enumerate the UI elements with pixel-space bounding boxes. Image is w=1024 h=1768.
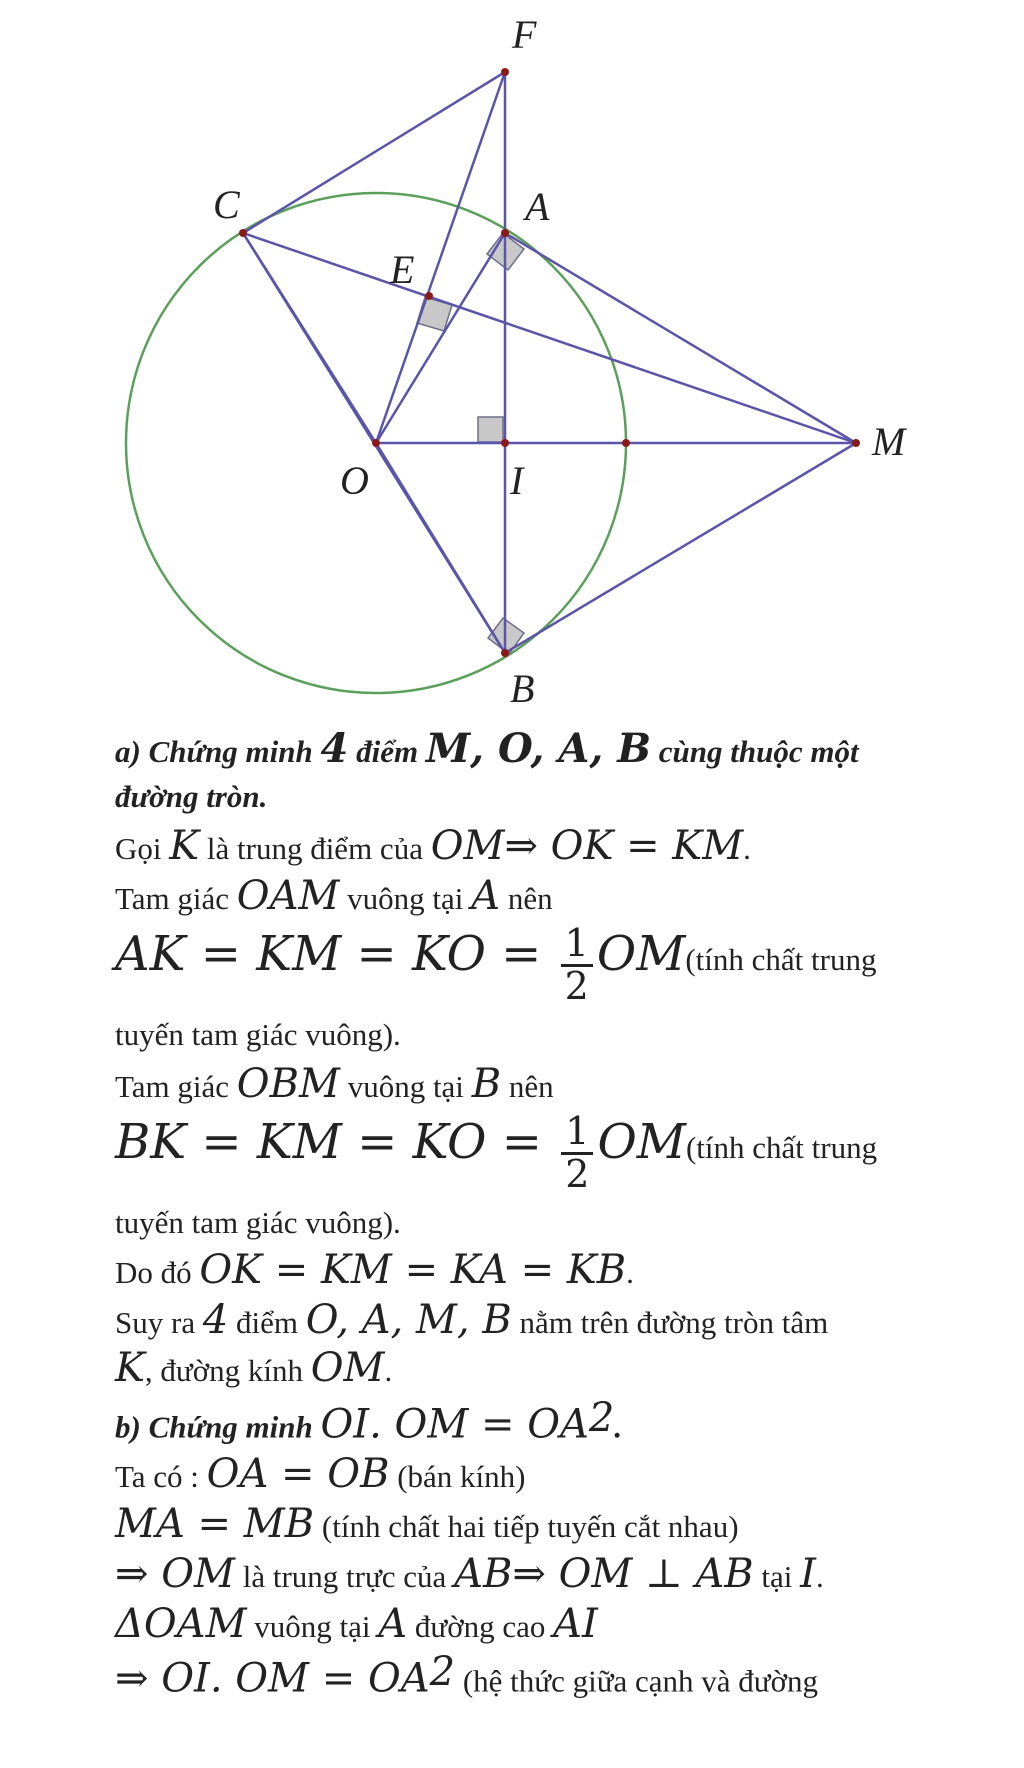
text: (tính chất trung: [685, 941, 877, 977]
math: B: [471, 1060, 502, 1107]
line-4: [115, 1016, 995, 1052]
math: OM⇒ OK = KM: [430, 823, 744, 869]
text: b) Chứng minh: [115, 1408, 321, 1444]
label-c: C: [213, 182, 240, 227]
math: ⇒ OM: [115, 1550, 235, 1597]
math: BK = KM = KO =: [115, 1113, 558, 1170]
part-a-title: [115, 725, 995, 772]
line-1: [115, 823, 995, 869]
label-f: F: [512, 12, 537, 57]
math: AB⇒ OM ⊥ AB: [454, 1550, 754, 1597]
part-b-title: [115, 1394, 995, 1447]
text: Tam giác: [115, 881, 237, 916]
text: Gọi: [115, 831, 170, 866]
part-a-title-cont: [115, 781, 995, 812]
line-bm: [505, 443, 856, 653]
math: ΔOAM: [115, 1600, 247, 1647]
text: .: [384, 1352, 393, 1388]
line-6: [115, 1108, 995, 1196]
solution-text: [115, 715, 995, 1702]
math: 4: [202, 1296, 229, 1343]
label-a: A: [525, 184, 550, 229]
math: K: [115, 1344, 145, 1391]
text: là trung trực của: [234, 1558, 455, 1594]
math: 4: [320, 725, 349, 772]
line-5: [115, 1060, 995, 1107]
text: a) Chứng minh: [115, 734, 321, 769]
line-8: [115, 1246, 995, 1293]
point-e: [425, 292, 433, 300]
math: A: [471, 873, 501, 919]
superscript: 2: [429, 1648, 456, 1695]
numerator: 1: [561, 924, 593, 967]
math: AK = KM = KO =: [115, 925, 557, 982]
math: OM: [310, 1344, 385, 1391]
line-3: [115, 921, 995, 1008]
point-c: [239, 229, 247, 237]
numerator: 1: [561, 1112, 593, 1155]
line-am: [505, 233, 856, 443]
fraction: [561, 1108, 593, 1196]
math: O, A, M, B: [305, 1296, 512, 1343]
point-a: [501, 229, 509, 237]
text: nên: [501, 1068, 554, 1104]
text: vuông tại: [339, 1068, 472, 1104]
text: .: [626, 1254, 634, 1290]
label-b: B: [510, 666, 535, 711]
point-k: [622, 439, 630, 447]
line-9: [115, 1296, 995, 1343]
math: OI. OM = OA: [320, 1400, 589, 1447]
text: tuyến tam giác vuông).: [115, 1204, 401, 1240]
text: .: [743, 831, 751, 866]
point-o: [372, 439, 380, 447]
text: (tính chất trung: [685, 1129, 878, 1165]
label-o: O: [340, 458, 369, 503]
math: ⇒ OI. OM = OA: [115, 1655, 430, 1702]
text: Do đó: [115, 1254, 200, 1290]
text: Ta có :: [115, 1458, 207, 1494]
text: .: [614, 1408, 623, 1444]
math: MA = MB: [115, 1500, 315, 1547]
text: (hệ thức giữa cạnh và đường: [455, 1663, 818, 1699]
text: (tính chất hai tiếp tuyến cắt nhau): [314, 1508, 739, 1544]
math: OK = KM = KA = KB: [199, 1246, 627, 1293]
math: A: [378, 1600, 408, 1647]
figure-points: [239, 68, 860, 657]
line-10: [115, 1344, 995, 1391]
text: nằm trên đường tròn tâm: [511, 1304, 829, 1340]
right-angle-mark-i: [478, 417, 503, 442]
figure-lines: [243, 72, 856, 653]
denominator: 2: [565, 1151, 590, 1196]
line-11: [115, 1450, 995, 1497]
line-7: [115, 1204, 995, 1240]
superscript: 2: [588, 1394, 615, 1441]
text: đường cao: [407, 1608, 554, 1644]
label-m: M: [872, 419, 906, 464]
fraction: [561, 921, 593, 1008]
text: Suy ra: [115, 1304, 203, 1340]
math: OA = OB: [206, 1450, 390, 1497]
text: Tam giác: [115, 1068, 237, 1104]
text: , đường kính: [144, 1352, 311, 1388]
text: .: [815, 1558, 824, 1594]
text: tại: [753, 1558, 801, 1594]
line-12: [115, 1500, 995, 1547]
line-2: [115, 873, 995, 919]
line-14: [115, 1600, 995, 1647]
text: đường tròn.: [115, 779, 268, 814]
point-m: [852, 439, 860, 447]
denominator: 2: [564, 963, 589, 1008]
label-i: I: [510, 458, 524, 503]
point-b: [501, 649, 509, 657]
math: K: [169, 823, 200, 869]
text: vuông tại: [339, 881, 472, 916]
point-i: [501, 439, 509, 447]
point-f: [501, 68, 509, 76]
text: là trung điểm của: [199, 831, 431, 866]
line-ob: [376, 443, 505, 653]
text: vuông tại: [246, 1608, 379, 1644]
text: tuyến tam giác vuông).: [115, 1016, 401, 1052]
math: M, O, A, B: [425, 725, 652, 772]
text: điểm: [228, 1304, 306, 1340]
label-e: E: [390, 247, 415, 292]
math: OBM: [236, 1060, 340, 1107]
math: OAM: [236, 873, 340, 919]
text: nên: [500, 881, 553, 916]
text: điểm: [348, 734, 426, 769]
geometry-figure: [0, 0, 1024, 720]
math: OM: [597, 1113, 686, 1170]
line-15: [115, 1648, 995, 1702]
line-13: [115, 1550, 995, 1597]
text: (bán kính): [389, 1458, 526, 1494]
math: I: [800, 1550, 816, 1597]
math: OM: [596, 925, 686, 982]
math: AI: [553, 1600, 598, 1647]
text: cùng thuộc một: [651, 734, 859, 769]
